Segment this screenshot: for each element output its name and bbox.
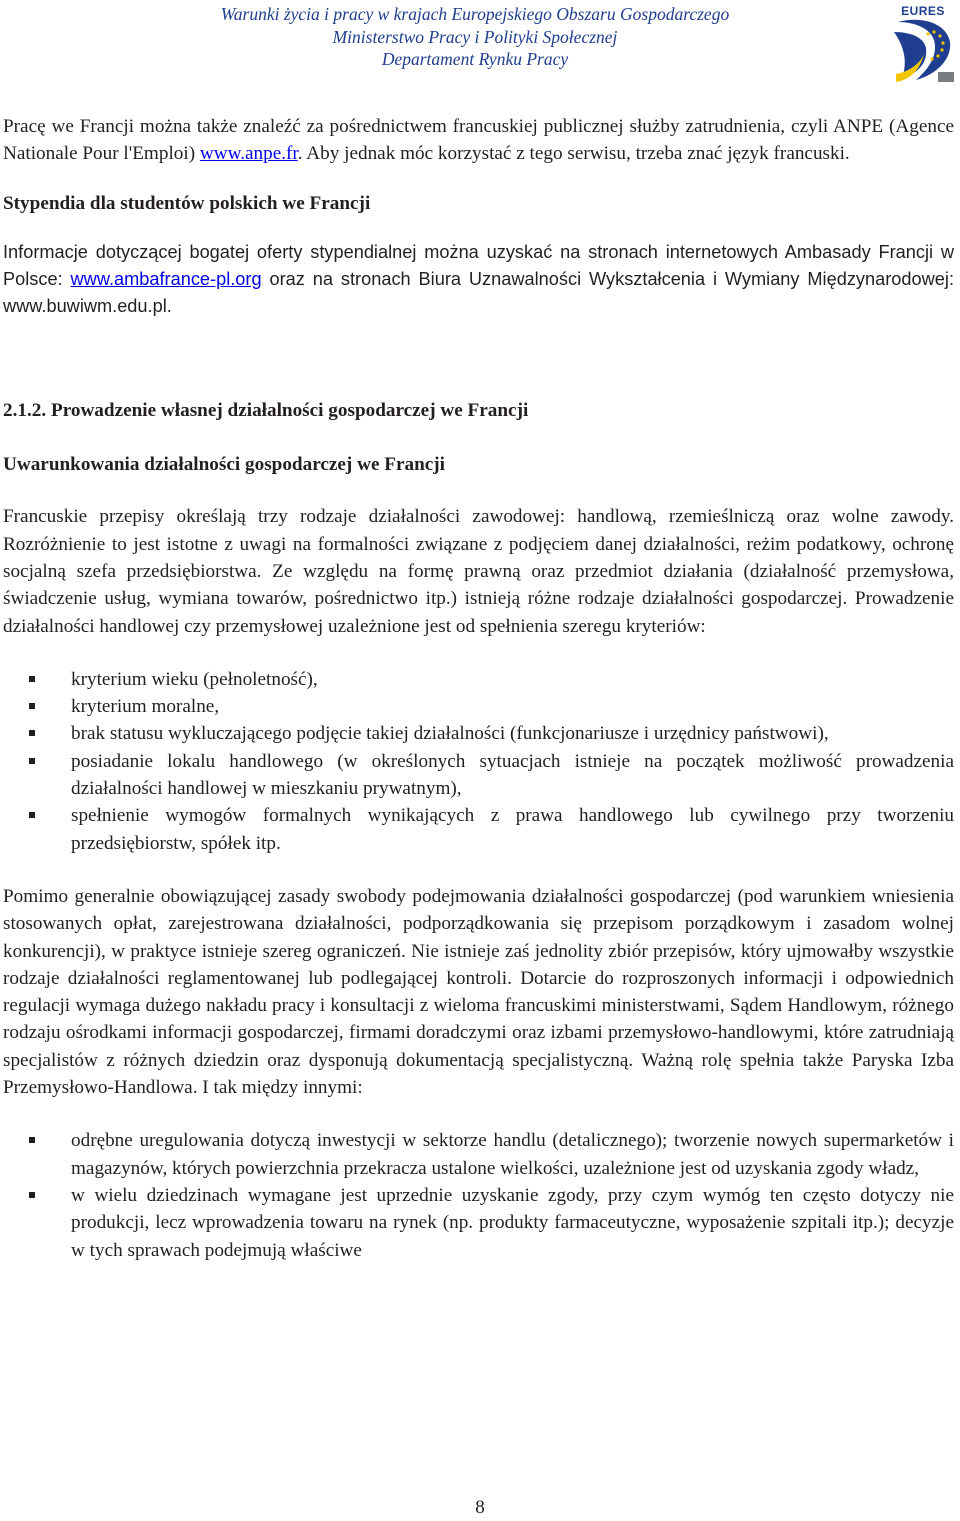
paragraph-text: oraz na stronach Biura Uznawalności Wykształcenia i Wymiany Międzynarodowej: www.buwiwm.edu.pl. [3, 269, 954, 317]
document-body [3, 113, 954, 1264]
paragraph-text: . Aby jednak móc korzystać z tego serwisu, trzeba znać język francuski. [297, 143, 850, 165]
subsection-heading: Uwarunkowania działalności gospodarczej we Francji [3, 454, 446, 476]
restrictions-list [3, 1127, 954, 1263]
eures-logo-text: EURES [901, 4, 945, 18]
paragraph-anpe [3, 113, 954, 168]
list-item: odrębne uregulowania dotyczą inwestycji w sektorze handlu (detalicznego); tworzenie nowych supermarketów i magazynów, których powierzchnia przekracza ustalone wielkości, uzależnione jest od uzyskania zgody władz, [3, 1127, 954, 1182]
page-number: 8 [475, 1497, 485, 1518]
paragraph-ograniczenia: Pomimo generalnie obowiązującej zasady swobody podejmowania działalności gospodarczej (pod warunkiem wniesienia stosowanych opłat, zarejestrowana działalności, podporządkowania się przepisom porządkowym i zasadom wolnej konkurencji), w praktyce istnieje szereg ograniczeń. Nie istnieje zaś jednolity zbiór przepisów, który ujmowałby wszystkie rodzaje działalności reglamentowanej lub podlegającej kontroli. Dotarcie do rozproszonych informacji i odpowiednich regulacji wymaga dużego nakładu pracy i konsultacji z wieloma francuskimi ministerstwami, Sądem Handlowym, różnego rodzaju ośrodkami informacji gospodarczej, firmami doradczymi oraz izbami przemysłowo-handlowymi, które zatrudniają specjalistów z różnych dziedzin oraz dysponują dokumentacją specjalistyczną. Ważną rolę spełnia także Paryska Izba Przemysłowo-Handlowa. I tak między innymi: [3, 885, 954, 1099]
heading-stypendia: Stypendia dla studentów polskich we Francji [3, 192, 371, 214]
anpe-link[interactable]: www.anpe.fr [199, 143, 298, 165]
header-text [90, 3, 860, 71]
list-item: w wielu dziedzinach wymagane jest uprzednie uzyskanie zgody, przy czym wymóg ten często dotyczy nie produkcji, lecz wprowadzenia towaru na rynek (np. produkty farmaceutyczne, wyposażenie szpitali itp.); decyzje w tych sprawach podejmują właściwe [3, 1182, 954, 1264]
list-item: spełnienie wymogów formalnych wynikających z prawa handlowego lub cywilnego przy tworzeniu przedsiębiorstw, spółek itp. [3, 802, 954, 857]
list-item: posiadanie lokalu handlowego (w określonych sytuacjach istnieje na początek możliwość prowadzenia działalności handlowej w mieszkaniu prywatnym), [3, 748, 954, 803]
page-header [0, 0, 960, 90]
eures-logo [890, 2, 956, 84]
paragraph-rodzaje: Francuskie przepisy określają trzy rodzaje działalności zawodowej: handlową, rzemieślniczą oraz wolne zawody. Rozróżnienie to jest istotne z uwagi na formalności związane z podjęciem danej działalności, reżim podatkowy, ochronę socjalną szefa przedsiębiorstwa. Ze względu na formę prawną oraz przedmiot działania (działalność przemysłowa, świadczenie usług, wymiana towarów, pośrednictwo itp.) istnieją różne rodzaje działalności gospodarczej. Prowadzenie działalności handlowej czy przemysłowej uzależnione jest od spełnienia szeregu kryteriów: [3, 506, 954, 637]
header-title: Warunki życia i pracy w krajach Europejskiego Obszaru Gospodarczego [220, 4, 730, 24]
criteria-list [3, 666, 954, 857]
list-item: brak statusu wykluczającego podjęcie takiej działalności (funkcjonariusze i urzędnicy państwowi), [3, 720, 954, 747]
section-heading: 2.1.2. Prowadzenie własnej działalności gospodarczej we Francji [3, 399, 529, 421]
header-ministry: Ministerstwo Pracy i Polityki Społecznej [332, 26, 618, 47]
paragraph-text: Informacje dotyczącej bogatej oferty stypendialnej można uzyskać na stronach internetowych Ambasady Francji w Polsce: [3, 241, 954, 290]
paragraph-text: Pracę we Francji można także znaleźć za pośrednictwem francuskiej publicznej służby zatrudnienia, czyli ANPE (Agence Nationale Pour l'Emploi) [3, 116, 954, 165]
header-department: Departament Rynku Pracy [381, 49, 569, 69]
ambafrance-link[interactable]: www.ambafrance-pl.org [70, 269, 262, 290]
paragraph-stypendia [3, 239, 954, 321]
list-item: kryterium wieku (pełnoletność), [3, 666, 954, 693]
list-item: kryterium moralne, [3, 693, 954, 720]
